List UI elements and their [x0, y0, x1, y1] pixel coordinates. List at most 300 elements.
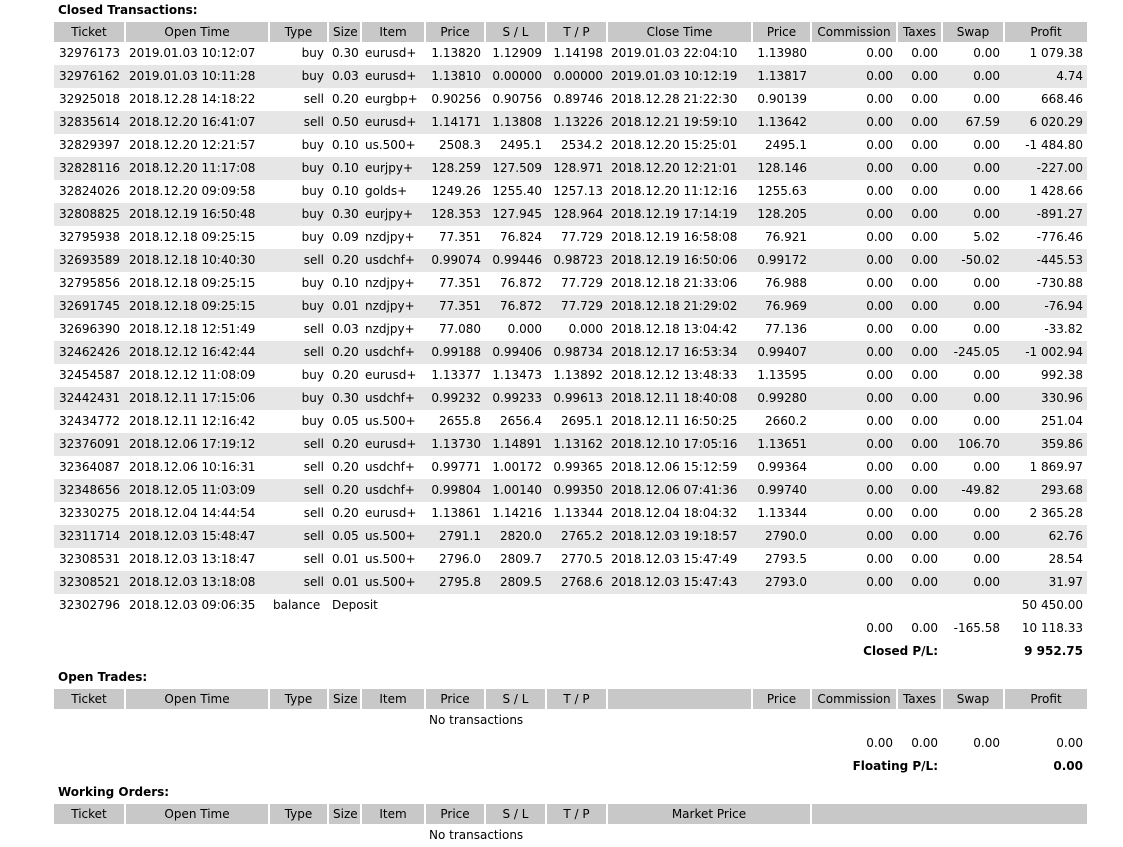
spacer [942, 640, 1004, 663]
table-cell: 0.00 [942, 203, 1004, 226]
table-cell: 62.76 [1004, 525, 1087, 548]
open-trades-title: Open Trades: [58, 670, 148, 684]
table-row [54, 318, 1087, 341]
table-cell: 2018.12.04 18:04:32 [611, 506, 738, 520]
table-cell: 5.02 [973, 230, 1000, 244]
column-header: Price [752, 689, 811, 709]
column-header: Price [425, 22, 485, 42]
table-cell: 0.00 [866, 276, 893, 290]
column-header: Item [361, 689, 425, 709]
table-cell: usdchf+ [361, 387, 425, 410]
table-cell: 0.00 [973, 138, 1000, 152]
table-cell: 1257.13 [553, 184, 603, 198]
table-cell: 1.13473 [492, 368, 542, 382]
table-cell: 128.964 [546, 203, 607, 226]
table-cell: 0.00 [911, 368, 938, 382]
floating-pl-label: Floating P/L: [852, 759, 938, 773]
table-cell: 0.20 [328, 341, 361, 364]
table-cell: 32330275 [58, 506, 121, 520]
table-cell: 2765.2 [546, 525, 607, 548]
total-commission: 0.00 [866, 621, 893, 635]
table-cell: 0.00000 [485, 65, 546, 88]
table-cell: 0.10 [332, 138, 359, 152]
table-cell: nzdjpy+ [365, 230, 415, 244]
table-cell: -76.94 [1004, 295, 1087, 318]
table-cell: 0.90256 [431, 92, 481, 106]
table-cell: 0.00 [897, 479, 942, 502]
table-cell: 0.00 [973, 552, 1000, 566]
table-cell: 0.99350 [546, 479, 607, 502]
table-cell: 0.00 [897, 111, 942, 134]
table-row [54, 525, 1087, 548]
table-cell: 0.00 [911, 276, 938, 290]
table-cell: 668.46 [1041, 92, 1083, 106]
column-header [607, 689, 752, 709]
table-cell: 2018.12.17 16:53:34 [607, 341, 752, 364]
spacer [54, 640, 811, 663]
table-cell: 2018.12.12 13:48:33 [611, 368, 738, 382]
table-cell: 2018.12.18 10:40:30 [125, 249, 269, 272]
table-cell: eurusd+ [365, 46, 417, 60]
column-header: Taxes [897, 689, 942, 709]
table-cell: 32442431 [54, 387, 125, 410]
table-cell: 0.00 [973, 414, 1000, 428]
table-row [54, 456, 1087, 479]
table-cell: 128.353 [425, 203, 485, 226]
table-cell: 1.13808 [485, 111, 546, 134]
table-cell: 0.99446 [485, 249, 546, 272]
table-cell: 0.00 [973, 322, 1000, 336]
table-cell: 0.00 [911, 506, 938, 520]
table-cell: 251.04 [1041, 414, 1083, 428]
table-cell: 0.30 [332, 46, 359, 60]
total-profit: 10 118.33 [1021, 621, 1083, 635]
spacer [54, 732, 811, 755]
table-cell: 1255.63 [757, 184, 807, 198]
table-cell: 128.146 [752, 157, 811, 180]
column-header: Type [269, 804, 328, 824]
column-header: Close Time [607, 22, 752, 42]
table-cell: 0.00 [942, 295, 1004, 318]
table-cell: 0.99406 [485, 341, 546, 364]
table-cell: 0.00 [811, 571, 897, 594]
table-row [54, 295, 1087, 318]
table-row [54, 387, 1087, 410]
table-cell: 0.99364 [757, 460, 807, 474]
table-cell: -227.00 [1004, 157, 1087, 180]
table-cell: 0.99613 [546, 387, 607, 410]
table-cell: sell [269, 249, 328, 272]
table-cell: 77.729 [546, 295, 607, 318]
table-cell: 0.00 [866, 184, 893, 198]
column-header: Ticket [54, 22, 125, 42]
table-row [54, 272, 1087, 295]
table-cell: 0.00 [911, 46, 938, 60]
table-cell: sell [303, 552, 324, 566]
column-header: Price [752, 22, 811, 42]
table-cell: 0.00 [973, 46, 1000, 60]
table-cell: 0.99280 [752, 387, 811, 410]
table-cell: sell [303, 506, 324, 520]
column-header: Type [269, 22, 328, 42]
table-row [54, 571, 1087, 594]
table-cell: 330.96 [1004, 387, 1087, 410]
table-cell: 2018.12.11 17:15:06 [125, 387, 269, 410]
table-cell: 0.30 [328, 203, 361, 226]
table-cell: sell [303, 322, 324, 336]
table-cell: 76.921 [765, 230, 807, 244]
table-cell: 0.05 [328, 525, 361, 548]
column-header: T / P [546, 22, 607, 42]
table-cell: 0.00 [866, 92, 893, 106]
table-cell: 0.00 [942, 525, 1004, 548]
table-cell: 293.68 [1004, 479, 1087, 502]
table-cell: 0.00 [897, 203, 942, 226]
table-cell: 0.00 [866, 552, 893, 566]
total-commission: 0.00 [866, 736, 893, 750]
table-cell: 1.12909 [492, 46, 542, 60]
total-profit: 0.00 [1056, 736, 1083, 750]
table-cell: 2019.01.03 10:12:07 [129, 46, 256, 60]
table-cell: 0.00 [911, 184, 938, 198]
table-cell: 2018.12.06 17:19:12 [125, 433, 269, 456]
table-cell: 32364087 [58, 460, 121, 474]
table-cell: 2796.0 [439, 552, 481, 566]
table-cell: buy [269, 157, 328, 180]
table-cell: -730.88 [1036, 276, 1083, 290]
table-cell: 2018.12.20 09:09:58 [129, 184, 256, 198]
header-row [54, 22, 1087, 42]
table-cell: 2508.3 [439, 138, 481, 152]
table-cell: 0.03 [328, 65, 361, 88]
table-cell: 0.99074 [425, 249, 485, 272]
table-cell: -50.02 [942, 249, 1004, 272]
column-header: Swap [942, 689, 1004, 709]
table-cell: eurusd+ [365, 506, 417, 520]
table-cell: -1 484.80 [1025, 138, 1083, 152]
table-row [54, 157, 1087, 180]
table-cell: 2018.12.20 11:17:08 [125, 157, 269, 180]
table-cell: 0.00 [897, 249, 942, 272]
total-swap: -165.58 [953, 621, 1000, 635]
table-cell: -776.46 [1036, 230, 1083, 244]
table-cell: 0.01 [328, 295, 361, 318]
table-cell: 0.00 [866, 46, 893, 60]
table-cell: 0.99365 [553, 460, 603, 474]
table-cell: 0.01 [332, 552, 359, 566]
table-cell: sell [303, 460, 324, 474]
table-cell: 0.00 [811, 157, 897, 180]
column-header [811, 804, 1087, 824]
balance-comment: Deposit [332, 598, 378, 612]
table-row [54, 134, 1087, 157]
column-header: S / L [485, 689, 546, 709]
table-cell: 0.00 [897, 341, 942, 364]
table-cell: 77.729 [561, 230, 603, 244]
table-row [54, 88, 1087, 111]
table-cell: 77.136 [765, 322, 807, 336]
closed-transactions-table [54, 22, 1087, 663]
table-row [54, 502, 1087, 525]
table-cell: 32795856 [58, 276, 121, 290]
table-cell: 31.97 [1004, 571, 1087, 594]
column-header: Open Time [125, 689, 269, 709]
table-cell: 2018.12.19 17:14:19 [607, 203, 752, 226]
table-cell: 0.00 [897, 571, 942, 594]
table-cell: 0.00 [811, 65, 897, 88]
table-cell: 1.13377 [431, 368, 481, 382]
table-cell: us.500+ [365, 138, 416, 152]
spacer [425, 594, 1004, 617]
table-cell: usdchf+ [361, 249, 425, 272]
table-cell: 1.13642 [752, 111, 811, 134]
table-cell: 2018.12.20 12:21:01 [607, 157, 752, 180]
table-cell: 2018.12.18 12:51:49 [129, 322, 256, 336]
table-cell: 32795938 [58, 230, 121, 244]
table-cell: 0.30 [328, 387, 361, 410]
total-taxes: 0.00 [911, 621, 938, 635]
table-cell: 0.20 [328, 433, 361, 456]
table-cell: 0.00 [811, 295, 897, 318]
table-cell: 106.70 [942, 433, 1004, 456]
table-cell: 32824026 [58, 184, 121, 198]
open-trades-table [54, 689, 1087, 778]
table-cell: 0.00 [897, 387, 942, 410]
column-header: T / P [546, 804, 607, 824]
table-cell: buy [301, 414, 324, 428]
table-cell: buy [301, 230, 324, 244]
table-cell: eurusd+ [361, 111, 425, 134]
table-cell: 2018.12.06 10:16:31 [129, 460, 256, 474]
table-cell: -49.82 [942, 479, 1004, 502]
column-header: Profit [1004, 22, 1087, 42]
column-header: Item [361, 804, 425, 824]
floating-pl-row [54, 755, 1087, 778]
table-cell: 0.99172 [752, 249, 811, 272]
table-cell: 2018.12.03 19:18:57 [607, 525, 752, 548]
table-cell: 128.205 [752, 203, 811, 226]
table-cell: nzdjpy+ [361, 295, 425, 318]
table-cell: usdchf+ [365, 460, 415, 474]
spacer [54, 755, 811, 778]
table-cell: 0.98723 [546, 249, 607, 272]
table-cell: 0.00 [897, 157, 942, 180]
closed-pl-label: Closed P/L: [863, 644, 938, 658]
closed-pl-row [54, 640, 1087, 663]
table-cell: 0.20 [332, 92, 359, 106]
table-cell: 2018.12.04 14:44:54 [129, 506, 256, 520]
table-cell: 32693589 [54, 249, 125, 272]
table-cell: 2793.0 [752, 571, 811, 594]
balance-profit: 50 450.00 [1021, 598, 1083, 612]
table-cell: sell [269, 111, 328, 134]
table-cell: 2018.12.28 14:18:22 [129, 92, 256, 106]
table-cell: us.500+ [361, 525, 425, 548]
table-cell: 0.00 [866, 138, 893, 152]
table-cell: 2018.12.03 15:47:43 [607, 571, 752, 594]
table-cell: 0.00 [811, 341, 897, 364]
table-cell: buy [269, 65, 328, 88]
table-cell: 32311714 [54, 525, 125, 548]
table-cell: 0.00 [973, 92, 1000, 106]
table-cell: sell [269, 433, 328, 456]
table-cell: 0.00 [897, 433, 942, 456]
table-cell: 67.59 [942, 111, 1004, 134]
table-cell: 0.00 [911, 322, 938, 336]
table-cell: golds+ [365, 184, 408, 198]
table-cell: 2018.12.11 12:16:42 [129, 414, 256, 428]
column-header: Price [425, 804, 485, 824]
table-cell: usdchf+ [361, 341, 425, 364]
table-cell: 6 020.29 [1004, 111, 1087, 134]
header-row [54, 804, 1087, 824]
table-cell: 0.00 [866, 414, 893, 428]
table-cell: 0.00 [911, 230, 938, 244]
table-cell: 77.351 [439, 276, 481, 290]
table-cell: 2018.12.21 19:59:10 [607, 111, 752, 134]
table-cell: 1.14891 [485, 433, 546, 456]
table-cell: 2695.1 [561, 414, 603, 428]
table-cell: 2018.12.06 07:41:36 [607, 479, 752, 502]
table-cell: buy [301, 138, 324, 152]
table-cell: 0.00 [973, 460, 1000, 474]
table-cell: 127.509 [485, 157, 546, 180]
table-cell: 2018.12.05 11:03:09 [125, 479, 269, 502]
table-cell: 0.00 [897, 525, 942, 548]
table-cell: 0.00 [866, 322, 893, 336]
table-cell: 2018.12.18 21:33:06 [611, 276, 738, 290]
table-cell: 0.99188 [425, 341, 485, 364]
table-cell: 0.00 [811, 111, 897, 134]
table-cell: 1.13861 [431, 506, 481, 520]
table-cell: buy [269, 387, 328, 410]
table-cell: 1.13820 [431, 46, 481, 60]
column-header: Commission [811, 22, 897, 42]
table-cell: us.500+ [365, 552, 416, 566]
table-cell: 0.90756 [492, 92, 542, 106]
column-header: S / L [485, 22, 546, 42]
table-cell: eurgbp+ [365, 92, 418, 106]
table-cell: 32808825 [54, 203, 125, 226]
table-cell: 2495.1 [500, 138, 542, 152]
totals-row [54, 732, 1087, 755]
column-header: Commission [811, 689, 897, 709]
table-cell: 2790.0 [752, 525, 811, 548]
table-cell: 0.00 [811, 433, 897, 456]
column-header: Open Time [125, 804, 269, 824]
table-cell: 1 869.97 [1029, 460, 1083, 474]
floating-pl-value: 0.00 [1053, 759, 1083, 773]
table-cell: 32462426 [54, 341, 125, 364]
table-cell: 2018.12.18 09:25:15 [129, 276, 256, 290]
table-cell: sell [303, 92, 324, 106]
table-cell: 77.080 [439, 322, 481, 336]
table-cell: 32835614 [54, 111, 125, 134]
table-cell: 2655.8 [439, 414, 481, 428]
table-cell: 77.351 [425, 295, 485, 318]
no-transactions-text: No transactions [429, 713, 524, 727]
table-cell: 0.00 [911, 552, 938, 566]
table-cell: 32696390 [58, 322, 121, 336]
totals-row [54, 617, 1087, 640]
table-cell: 2018.12.18 21:29:02 [607, 295, 752, 318]
table-cell: 2018.12.11 16:50:25 [611, 414, 738, 428]
table-cell: 0.20 [332, 506, 359, 520]
table-cell: 1255.40 [492, 184, 542, 198]
column-header: Ticket [54, 804, 125, 824]
table-cell: 2018.12.06 15:12:59 [611, 460, 738, 474]
column-header: T / P [546, 689, 607, 709]
table-cell: 2018.12.18 09:25:15 [129, 230, 256, 244]
table-row [54, 548, 1087, 571]
table-cell: nzdjpy+ [365, 276, 415, 290]
table-cell: 1 079.38 [1029, 46, 1083, 60]
table-cell: sell [269, 479, 328, 502]
table-cell: 0.00 [897, 65, 942, 88]
table-cell: 359.86 [1004, 433, 1087, 456]
table-cell: 2019.01.03 10:11:28 [125, 65, 269, 88]
table-cell: 0.03 [332, 322, 359, 336]
table-cell: 127.945 [485, 203, 546, 226]
table-cell: 0.00 [973, 184, 1000, 198]
table-cell: buy [301, 276, 324, 290]
table-cell: 2018.12.12 16:42:44 [125, 341, 269, 364]
balance-time: 2018.12.03 09:06:35 [129, 598, 256, 612]
table-cell: 32376091 [54, 433, 125, 456]
table-cell: 2660.2 [765, 414, 807, 428]
table-cell: eurusd+ [365, 368, 417, 382]
table-cell: 1.13892 [553, 368, 603, 382]
column-header: S / L [485, 804, 546, 824]
table-cell: 0.00 [897, 295, 942, 318]
table-cell: 0.00 [942, 387, 1004, 410]
table-cell: 32976173 [58, 46, 121, 60]
table-cell: 0.98734 [546, 341, 607, 364]
table-cell: 1.13730 [425, 433, 485, 456]
table-cell: 77.351 [439, 230, 481, 244]
closed-pl-value: 9 952.75 [1024, 644, 1083, 658]
table-cell: 0.05 [332, 414, 359, 428]
column-header: Size [328, 804, 361, 824]
table-cell: 1.13651 [752, 433, 811, 456]
table-cell: 2018.12.19 16:58:08 [611, 230, 738, 244]
table-cell: 77.729 [561, 276, 603, 290]
table-row [54, 364, 1087, 387]
table-cell: 1.14216 [492, 506, 542, 520]
working-orders-title: Working Orders: [58, 785, 170, 799]
table-cell: 32308531 [58, 552, 121, 566]
table-cell: 0.20 [328, 249, 361, 272]
table-cell: 2656.4 [500, 414, 542, 428]
table-cell: eurjpy+ [361, 157, 425, 180]
table-cell: 0.00 [911, 92, 938, 106]
column-header: Open Time [125, 22, 269, 42]
table-cell: 2018.12.03 13:18:47 [129, 552, 256, 566]
table-cell: 2018.12.19 16:50:48 [125, 203, 269, 226]
table-cell: 2820.0 [485, 525, 546, 548]
column-header: Size [328, 689, 361, 709]
balance-ticket: 32302796 [58, 598, 121, 612]
table-cell: 1.14198 [553, 46, 603, 60]
empty-row [54, 709, 1087, 732]
table-cell: 2534.2 [561, 138, 603, 152]
total-swap: 0.00 [973, 736, 1000, 750]
table-cell: 0.09 [332, 230, 359, 244]
table-cell: eurjpy+ [361, 203, 425, 226]
table-cell: 0.99233 [485, 387, 546, 410]
table-cell: 0.20 [332, 368, 359, 382]
total-taxes: 0.00 [911, 736, 938, 750]
